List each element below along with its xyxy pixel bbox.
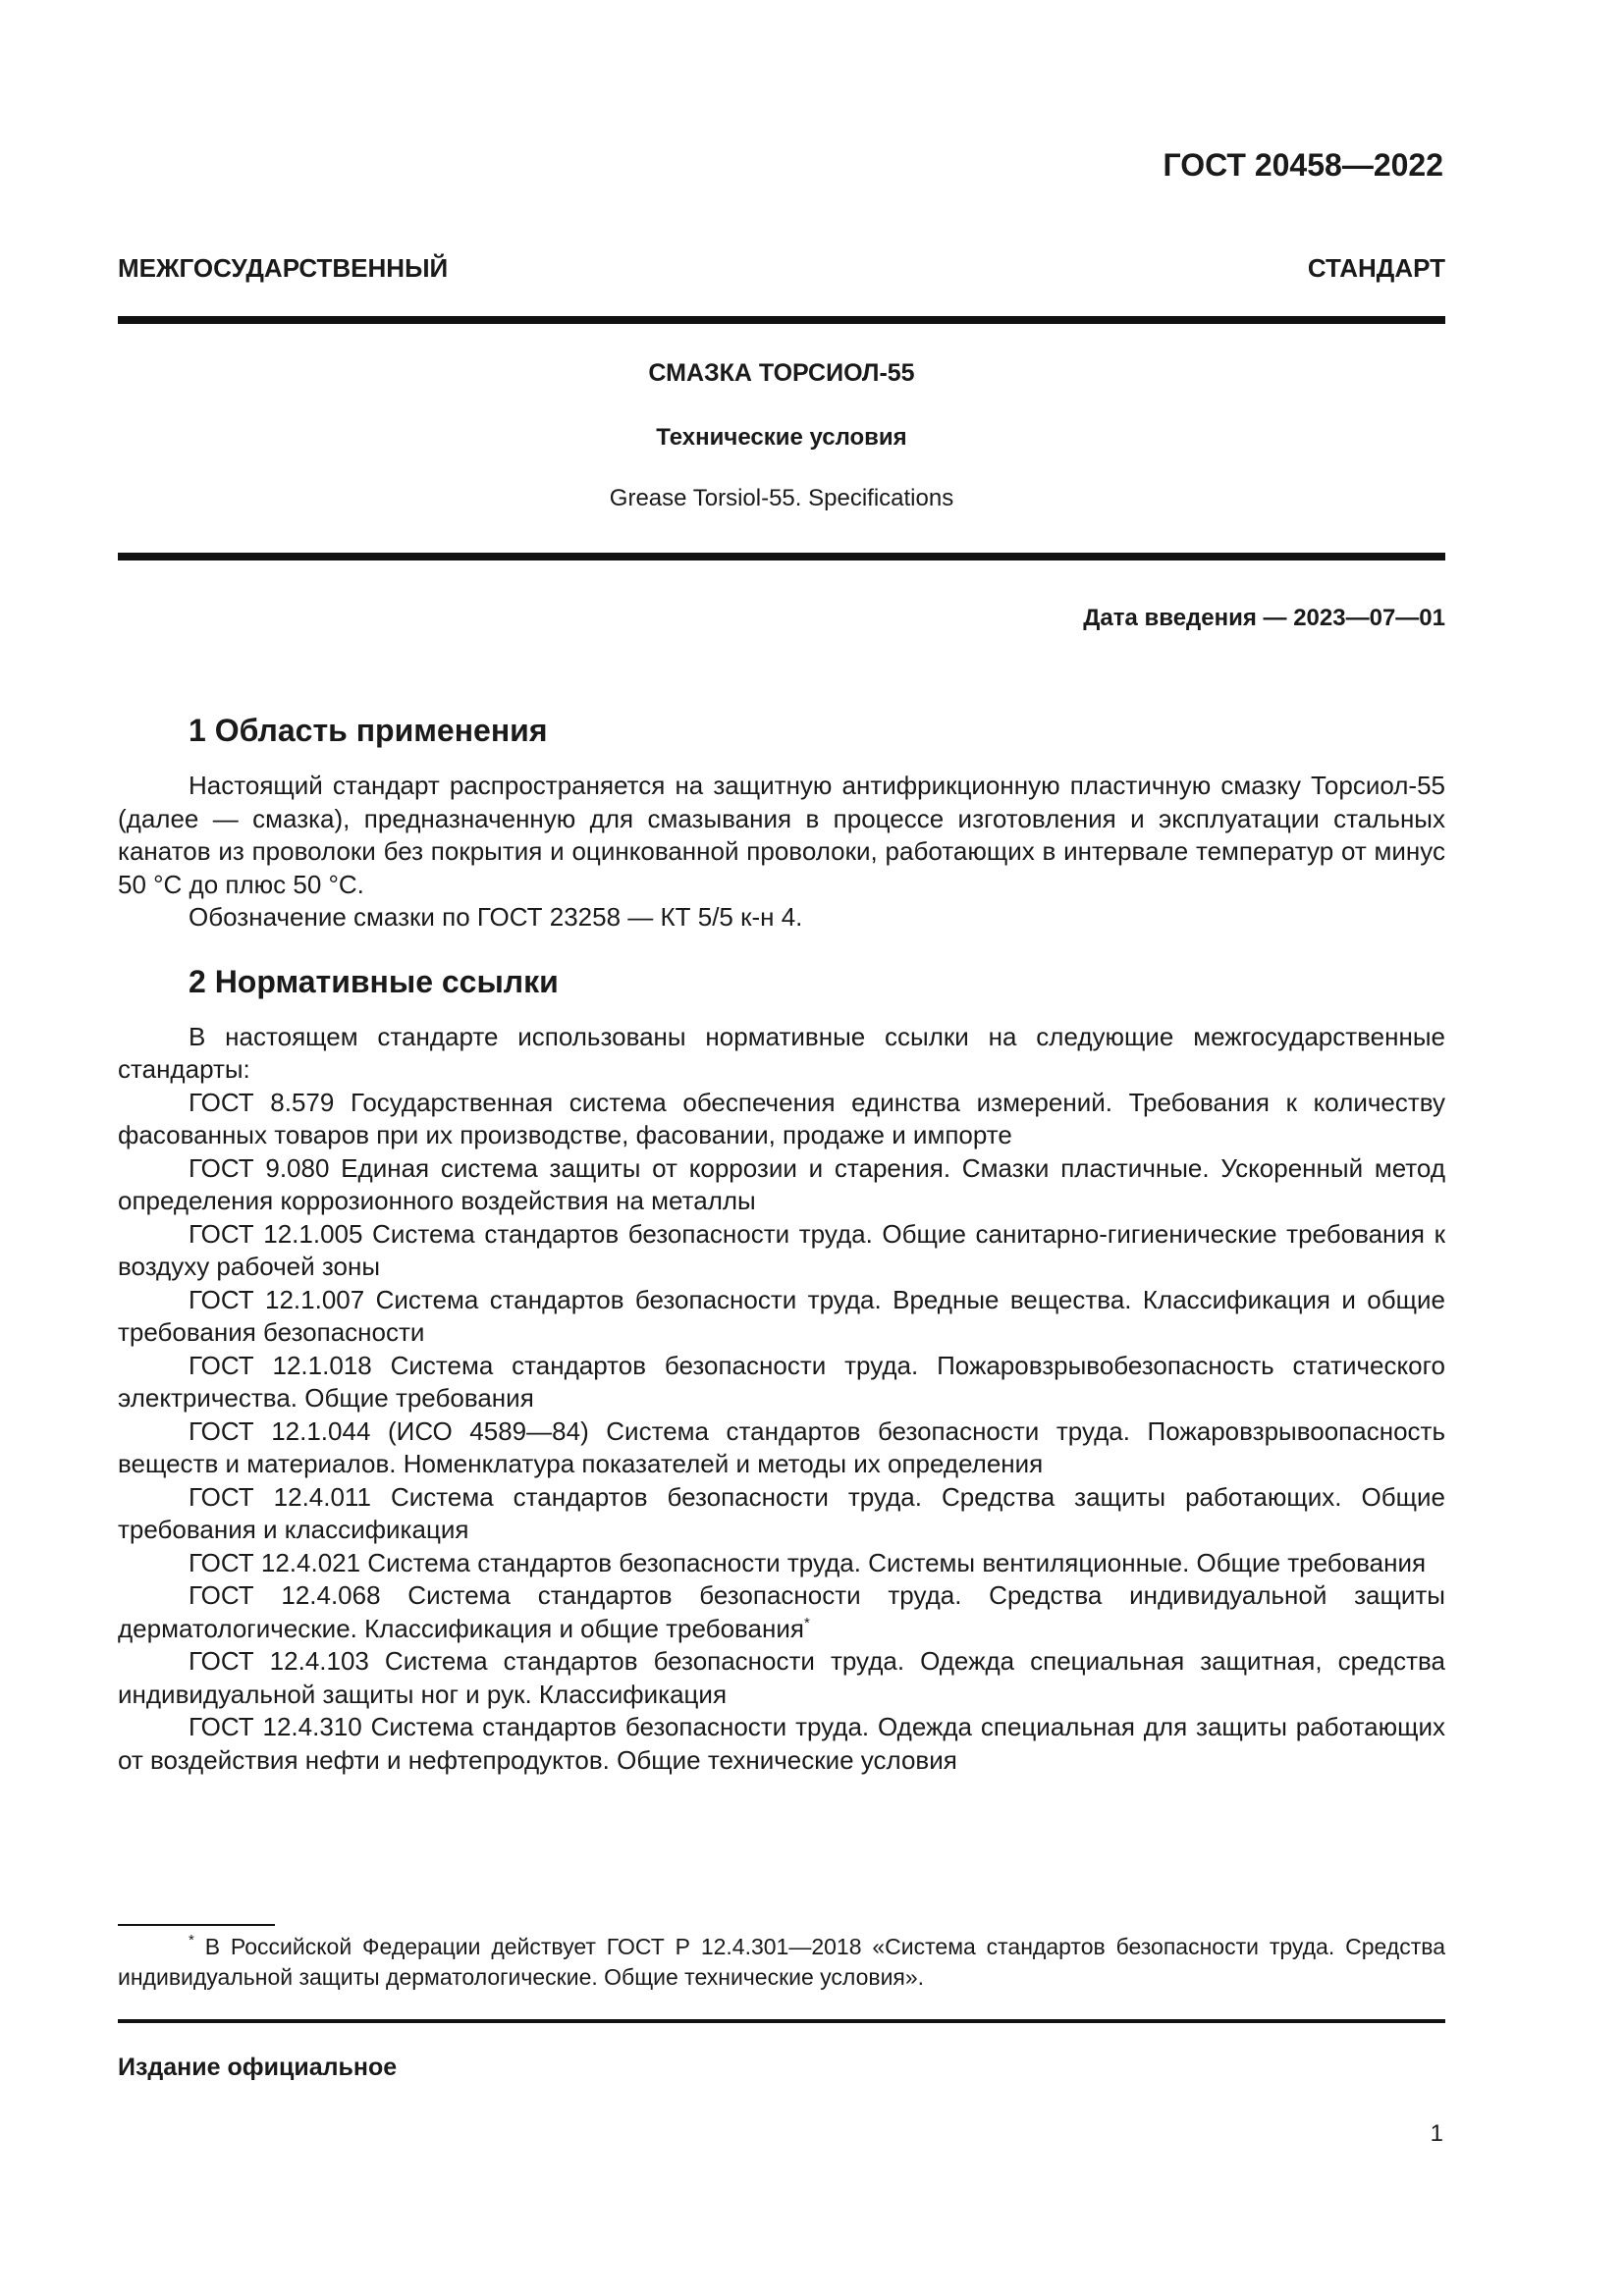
footnote-text: В Российской Федерации действует ГОСТ Р 12.4.301—2018 «Система стандартов безопасности труда. Средства индивидуальной защиты дерматологические. Общие технические условия». (118, 1934, 1445, 1990)
title-rule (118, 553, 1445, 561)
reference-item: ГОСТ 12.4.310 Система стандартов безопасности труда. Одежда специальная для защиты работающих от воздействия нефти и нефтепродуктов. Общие технические условия (118, 1712, 1445, 1775)
reference-item: ГОСТ 12.4.103 Система стандартов безопасности труда. Одежда специальная защитная, средства индивидуальной защиты ног и рук. Классификация (118, 1646, 1445, 1709)
reference-item: ГОСТ 12.1.005 Система стандартов безопасности труда. Общие санитарно-гигиенические требования к воздуху рабочей зоны (118, 1218, 1445, 1281)
document-body (118, 709, 1445, 1777)
header-rule (118, 316, 1445, 324)
reference-item: ГОСТ 12.4.011 Система стандартов безопасности труда. Средства защиты работающих. Общие требования и классификация (118, 1481, 1445, 1544)
document-subtitle: Технические условия (656, 424, 907, 451)
edition-label: Издание официальное (118, 2054, 398, 2081)
reference-item: ГОСТ 12.1.007 Система стандартов безопасности труда. Вредные вещества. Классификация и общие требования безопасности (118, 1284, 1445, 1347)
section-1-heading: 1 Область применения (189, 713, 548, 748)
document-title: СМАЗКА ТОРСИОЛ-55 (648, 359, 915, 387)
footnote-marker: * (803, 1614, 810, 1631)
section-2-intro: В настоящем стандарте использованы нормативные ссылки на следующие межгосударственные стандарты: (118, 1021, 1445, 1084)
document-number: ГОСТ 20458—2022 (1163, 147, 1443, 183)
reference-item (118, 1579, 1445, 1645)
footer-rule (118, 2019, 1445, 2023)
section-2-heading: 2 Нормативные ссылки (189, 963, 559, 999)
page-number: 1 (1430, 2120, 1443, 2147)
reference-item: ГОСТ 9.080 Единая система защиты от коррозии и старения. Смазки пластичные. Ускоренный метод определения коррозионного воздействия на металлы (118, 1152, 1445, 1215)
section-1-paragraph: Обозначение смазки по ГОСТ 23258 — КТ 5/5 к-н 4. (189, 902, 803, 932)
standard-type: МЕЖГОСУДАРСТВЕННЫЙ СТАНДАРТ (118, 253, 1445, 283)
reference-item: ГОСТ 12.1.018 Система стандартов безопасности труда. Пожаровзрывобезопасность статического электричества. Общие требования (118, 1350, 1445, 1413)
reference-item: ГОСТ 12.4.021 Система стандартов безопасности труда. Системы вентиляционные. Общие требования (189, 1547, 1427, 1577)
reference-item: ГОСТ 12.1.044 (ИСО 4589—84) Система стандартов безопасности труда. Пожаровзрывоопасность веществ и материалов. Номенклатура показателей и методы их определения (118, 1415, 1445, 1478)
footnote-paragraph (118, 1932, 1445, 1993)
reference-item: ГОСТ 8.579 Государственная система обеспечения единства измерений. Требования к количеству фасованных товаров при их производстве, фасовании, продаже и импорте (118, 1087, 1445, 1149)
reference-text: ГОСТ 12.4.068 Система стандартов безопасности труда. Средства индивидуальной защиты дерматологические. Классификация и общие требования (118, 1580, 1445, 1643)
footnote-mark: * (189, 1932, 194, 1949)
introduction-date: Дата введения — 2023—07—01 (1083, 605, 1445, 631)
footnote (118, 1932, 1445, 1993)
section-1-paragraph: Настоящий стандарт распространяется на защитную антифрикционную пластичную смазку Торсиол-55 (далее — смазка), предназначенную для смазывания в процессе изготовления и эксплуатации стальных канатов из проволоки без покрытия и оцинкованной проволоки, работающих в интервале температур от минус 50 °С до плюс 50 °С. (118, 771, 1445, 899)
document-title-english: Grease Torsiol-55. Specifications (609, 485, 954, 511)
footnote-separator (118, 1924, 275, 1926)
